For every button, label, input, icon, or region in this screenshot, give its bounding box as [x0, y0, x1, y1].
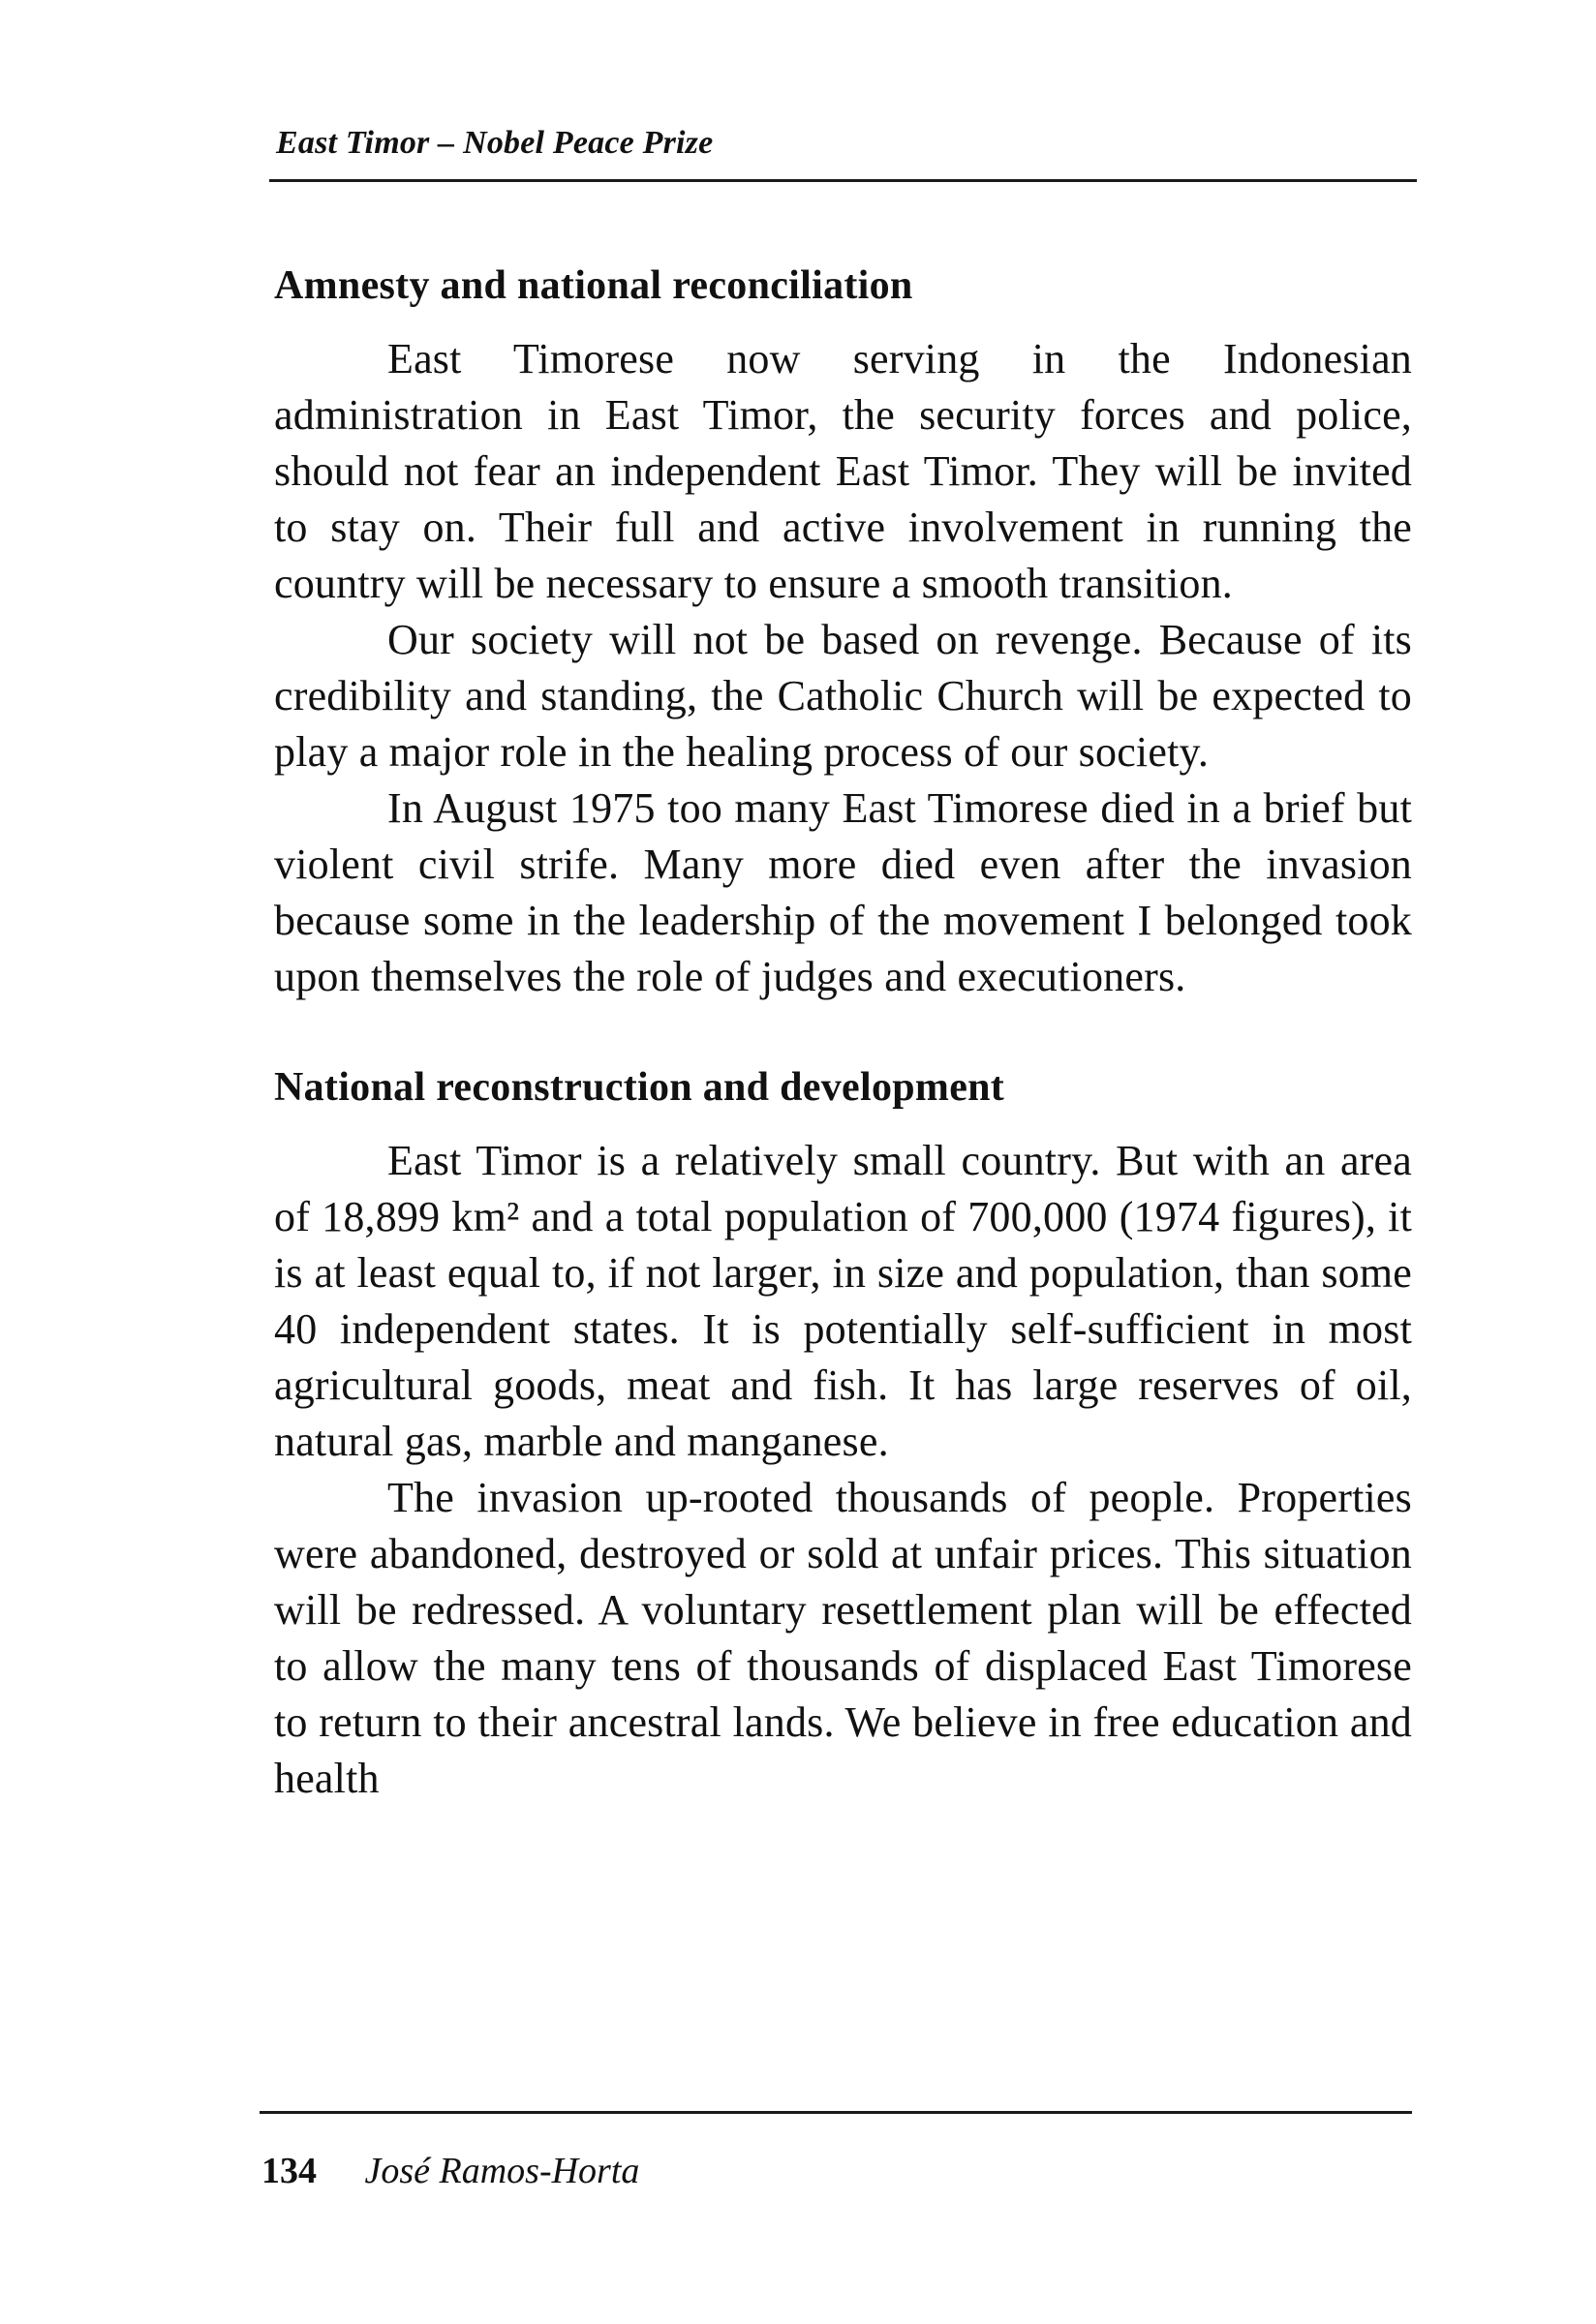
- page-body: [274, 258, 1412, 1807]
- author-name: José Ramos-Horta: [364, 2151, 640, 2191]
- paragraph: Our society will not be based on revenge. Because of its credibility and standing, the Catholic Church will be expected to play a major role in the healing process of our society.: [274, 616, 1412, 776]
- paragraph: The invasion up-rooted thousands of people. Properties were abandoned, destroyed or sold at unfair prices. This situation will be redressed. A voluntary resettlement plan will be effected to allow the many tens of thousands of displaced East Timorese to return to their ancestral lands. We believe in free education and health: [274, 1474, 1412, 1802]
- paragraph: East Timor is a relatively small country. But with an area of 18,899 km² and a total population of 700,000 (1974 figures), it is at least equal to, if not larger, in size and population, than some 40 independent states. It is potentially self-sufficient in most agricultural goods, meat and fish. It has large reserves of oil, natural gas, marble and manganese.: [274, 1137, 1412, 1465]
- section-heading: National reconstruction and development: [274, 1065, 1005, 1110]
- paragraph: East Timorese now serving in the Indonesian administration in East Timor, the security forces and police, should not fear an independent East Timor. They will be invited to stay on. Their full and active involvement in running the country will be necessary to ensure a smooth transition.: [274, 335, 1412, 607]
- running-head: East Timor – Nobel Peace Prize: [276, 125, 714, 161]
- page-footer: [261, 2150, 639, 2192]
- header-rule: [269, 179, 1417, 182]
- section-amnesty: [274, 258, 1412, 1005]
- section-heading: Amnesty and national reconciliation: [274, 263, 913, 308]
- section-reconstruction: [274, 1059, 1412, 1807]
- paragraph: In August 1975 too many East Timorese died in a brief but violent civil strife. Many more died even after the invasion because some in the leadership of the movement I belonged took upon themselves the role of judges and executioners.: [274, 784, 1412, 1000]
- footer-rule: [260, 2111, 1412, 2114]
- page-number: 134: [261, 2151, 317, 2191]
